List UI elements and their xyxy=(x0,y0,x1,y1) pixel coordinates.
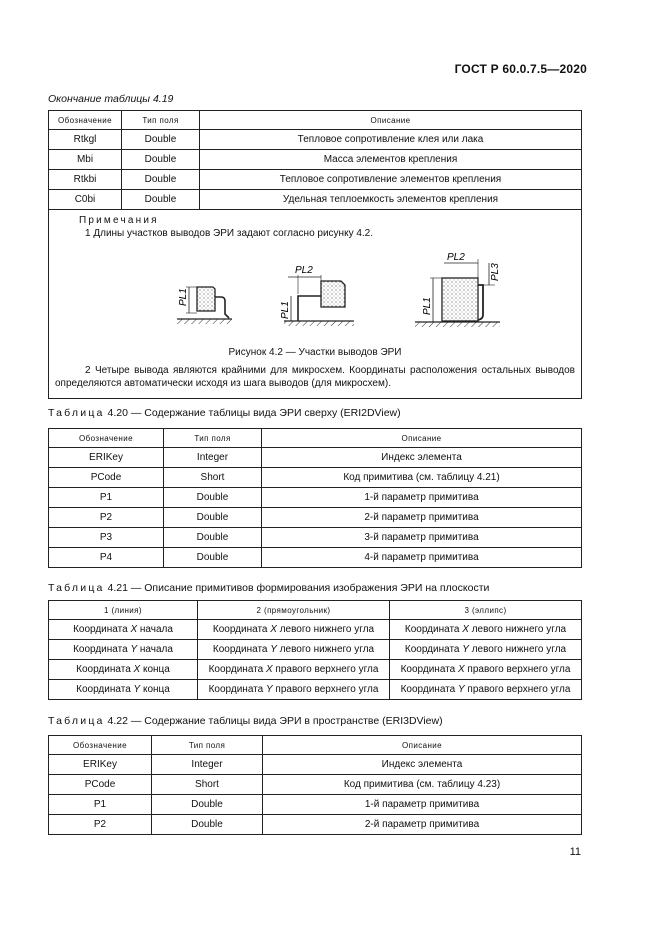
table-header-row xyxy=(49,111,582,130)
table-4-19 xyxy=(48,110,582,399)
table-word: Таблица xyxy=(48,715,105,727)
figure-caption: Рисунок 4.2 — Участки выводов ЭРИ xyxy=(228,347,402,358)
lead-figure-3 xyxy=(415,252,501,327)
table-word: Таблица xyxy=(48,407,105,419)
table-cell: Индекс элемента xyxy=(262,448,582,468)
table-row xyxy=(49,755,582,775)
table-cell: P3 xyxy=(49,528,164,548)
table-4-22-caption-text: 4.22 — Содержание таблицы вида ЭРИ в пространстве (ERI3DView) xyxy=(104,715,443,727)
table-cell: Индекс элемента xyxy=(263,755,582,775)
table-cell: P2 xyxy=(49,508,164,528)
table-cell: Код примитива (см. таблицу 4.21) xyxy=(262,468,582,488)
column-header: Описание xyxy=(200,111,582,130)
table-cell: Double xyxy=(152,815,263,835)
table-cell: Координата X левого нижнего угла xyxy=(198,620,390,640)
table-row xyxy=(49,548,582,568)
column-header: Обозначение xyxy=(49,736,152,755)
table-cell: 2-й параметр примитива xyxy=(262,508,582,528)
table-4-20-caption xyxy=(48,407,401,419)
table-cell: P2 xyxy=(49,815,152,835)
table-cell: Double xyxy=(164,528,262,548)
table-cell: Координата X левого нижнего угла xyxy=(390,620,582,640)
table-word: Таблица xyxy=(48,582,105,594)
table-row xyxy=(49,775,582,795)
table-row xyxy=(49,508,582,528)
column-header: 1 (линия) xyxy=(49,601,198,620)
column-header: Обозначение xyxy=(49,429,164,448)
table-cell: Rtkbi xyxy=(49,170,122,190)
table-row xyxy=(49,795,582,815)
table-row xyxy=(49,488,582,508)
table-header-row xyxy=(49,429,582,448)
table-cell: Double xyxy=(164,548,262,568)
column-header: 3 (эллипс) xyxy=(390,601,582,620)
table-cell: Short xyxy=(164,468,262,488)
table-cell: 3-й параметр примитива xyxy=(262,528,582,548)
pl2-label: PL2 xyxy=(447,252,465,263)
table-cell: 1-й параметр примитива xyxy=(262,488,582,508)
table-cell: ERIKey xyxy=(49,755,152,775)
table-row xyxy=(49,528,582,548)
table-cell: ERIKey xyxy=(49,448,164,468)
table-cell: Координата Y конца xyxy=(49,680,198,700)
column-header: Тип поля xyxy=(152,736,263,755)
table-4-22 xyxy=(48,735,582,835)
table-cell: P4 xyxy=(49,548,164,568)
lead-figure-1 xyxy=(177,287,232,324)
table-row xyxy=(49,660,582,680)
table-cell: Код примитива (см. таблицу 4.23) xyxy=(263,775,582,795)
notes-row xyxy=(49,210,582,399)
column-header: Тип поля xyxy=(122,111,200,130)
table-row xyxy=(49,150,582,170)
notes-title: Примечания xyxy=(79,215,159,226)
table-cell: Координата Y начала xyxy=(49,640,198,660)
table-cell: Double xyxy=(122,150,200,170)
table-cell: PCode xyxy=(49,775,152,795)
table-cell: Double xyxy=(122,190,200,210)
table-4-22-caption xyxy=(48,715,443,727)
lead-figure-2 xyxy=(280,265,354,326)
table-cell: Координата Y левого нижнего угла xyxy=(198,640,390,660)
table-header-row xyxy=(49,736,582,755)
table-cell: Double xyxy=(164,488,262,508)
table-row xyxy=(49,680,582,700)
column-header: Обозначение xyxy=(49,111,122,130)
column-header: Описание xyxy=(263,736,582,755)
table-4-20-caption-text: 4.20 — Содержание таблицы вида ЭРИ сверху (ERI2DView) xyxy=(104,407,401,419)
table-cell: Координата X конца xyxy=(49,660,198,680)
pl1-label: PL1 xyxy=(178,288,189,306)
table-cell: Координата Y правого верхнего угла xyxy=(198,680,390,700)
table-row xyxy=(49,620,582,640)
table-cell: 4-й параметр примитива xyxy=(262,548,582,568)
page-number: 11 xyxy=(569,846,581,858)
table-4-21-caption xyxy=(48,582,489,594)
table-cell: Координата X правого верхнего угла xyxy=(390,660,582,680)
pl2-label: PL2 xyxy=(295,265,313,276)
table-cell: Координата Y левого нижнего угла xyxy=(390,640,582,660)
table-cell: Integer xyxy=(164,448,262,468)
table-cell: Double xyxy=(152,795,263,815)
table-row xyxy=(49,170,582,190)
table-cell: C0bi xyxy=(49,190,122,210)
table-cell: P1 xyxy=(49,795,152,815)
table-cell: Double xyxy=(164,508,262,528)
table-4-21-caption-text: 4.21 — Описание примитивов формирования изображения ЭРИ на плоскости xyxy=(104,582,490,594)
table-row xyxy=(49,130,582,150)
figure-4-2-lead-segments xyxy=(55,241,574,345)
note-2: 2 Четыре вывода являются крайними для микросхем. Координаты расположения остальных выводов определяются автоматически исходя из шага выводов (для микросхем). xyxy=(55,365,575,389)
column-header: 2 (прямоугольник) xyxy=(198,601,390,620)
table-cell: Тепловое сопротивление элементов крепления xyxy=(200,170,582,190)
table-cell: Double xyxy=(122,170,200,190)
note-1: 1 Длины участков выводов ЭРИ задают согласно рисунку 4.2. xyxy=(85,228,374,239)
table-cell: Integer xyxy=(152,755,263,775)
table-cell: Координата X начала xyxy=(49,620,198,640)
table-row xyxy=(49,448,582,468)
table-cell: PCode xyxy=(49,468,164,488)
pl3-label: PL3 xyxy=(490,263,501,281)
table-cell: Координата X правого верхнего угла xyxy=(198,660,390,680)
table-row xyxy=(49,468,582,488)
table-cell: Масса элементов крепления xyxy=(200,150,582,170)
table-row xyxy=(49,190,582,210)
table-4-20 xyxy=(48,428,582,568)
table-cell: Short xyxy=(152,775,263,795)
table-cell: Удельная теплоемкость элементов крепления xyxy=(200,190,582,210)
table-row xyxy=(49,815,582,835)
table-cell: 1-й параметр примитива xyxy=(263,795,582,815)
table-cell: Rtkgl xyxy=(49,130,122,150)
table-4-21 xyxy=(48,600,582,700)
standard-header: ГОСТ Р 60.0.7.5—2020 xyxy=(454,62,587,76)
notes-cell xyxy=(49,210,582,399)
table-cell: Координата Y правого верхнего угла xyxy=(390,680,582,700)
table-cell: Double xyxy=(122,130,200,150)
pl1-label: PL1 xyxy=(422,297,433,315)
pl1-label: PL1 xyxy=(280,301,291,319)
column-header: Тип поля xyxy=(164,429,262,448)
table-header-row xyxy=(49,601,582,620)
column-header: Описание xyxy=(262,429,582,448)
table-row xyxy=(49,640,582,660)
table-cell: Тепловое сопротивление клея или лака xyxy=(200,130,582,150)
table-cell: P1 xyxy=(49,488,164,508)
table-cell: 2-й параметр примитива xyxy=(263,815,582,835)
table-cell: Mbi xyxy=(49,150,122,170)
table-4-19-caption: Окончание таблицы 4.19 xyxy=(48,93,174,105)
